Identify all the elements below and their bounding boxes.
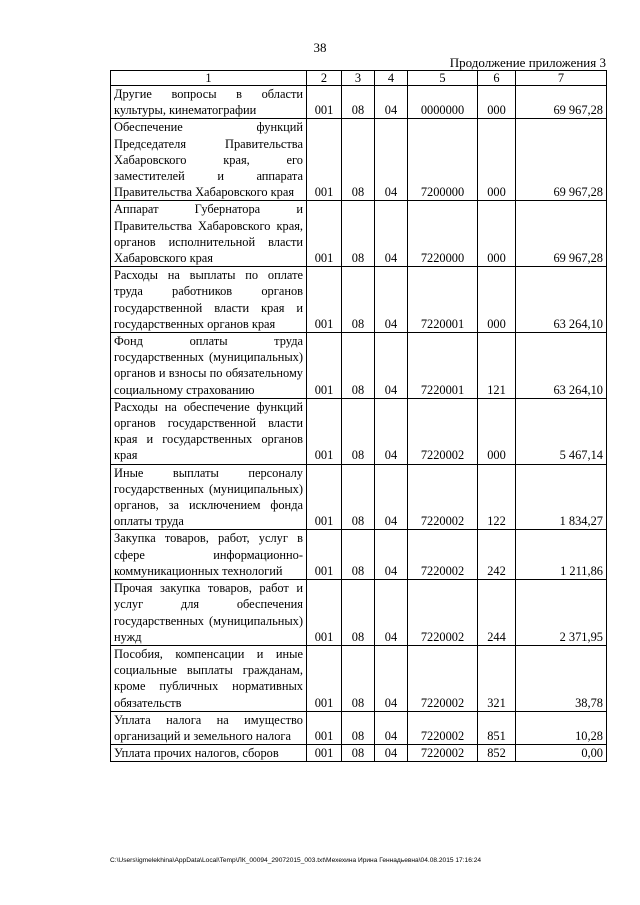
table-row: [111, 645, 607, 711]
section-code-cell: 08: [342, 333, 375, 399]
budget-table: [110, 70, 607, 762]
row-name-cell: Расходы на обеспечение функций органов государственной власти края и государственных органов края: [111, 398, 307, 464]
section-code-cell: 08: [342, 645, 375, 711]
section-code-cell: 08: [342, 267, 375, 333]
table-row: [111, 745, 607, 762]
subsection-code-cell: 04: [375, 333, 408, 399]
subsection-code-cell: 04: [375, 580, 408, 646]
subsection-code-cell: 04: [375, 398, 408, 464]
amount-cell: 69 967,28: [516, 201, 607, 267]
expense-type-cell: 242: [478, 530, 516, 580]
expense-type-cell: 852: [478, 745, 516, 762]
file-path-footer: C:\Users\igmelekhina\AppData\Local\Temp\ЛК_00094_29072015_003.txt\Мехехина Ирина Геннадьевна\04.08.2015 17:16:24: [110, 857, 482, 864]
subsection-code-cell: 04: [375, 645, 408, 711]
expense-type-cell: 000: [478, 398, 516, 464]
target-article-cell: 7220002: [408, 711, 478, 744]
amount-cell: 38,78: [516, 645, 607, 711]
row-name-cell: Уплата налога на имущество организаций и земельного налога: [111, 711, 307, 744]
amount-cell: 1 211,86: [516, 530, 607, 580]
expense-type-cell: 000: [478, 86, 516, 119]
expense-type-cell: 121: [478, 333, 516, 399]
target-article-cell: 7220002: [408, 464, 478, 530]
amount-cell: 5 467,14: [516, 398, 607, 464]
expense-type-cell: 000: [478, 119, 516, 201]
table-row: [111, 333, 607, 399]
section-code-cell: 08: [342, 119, 375, 201]
expense-type-cell: 000: [478, 201, 516, 267]
row-name-cell: Обеспечение функций Председателя Правительства Хабаровского края, его заместителей и аппарата Правительства Хабаровского края: [111, 119, 307, 201]
expense-type-cell: 122: [478, 464, 516, 530]
row-name-cell: Прочая закупка товаров, работ и услуг для обеспечения государственных (муниципальных) нужд: [111, 580, 307, 646]
row-name-cell: Фонд оплаты труда государственных (муниципальных) органов и взносы по обязательному социальному страхованию: [111, 333, 307, 399]
grbs-code-cell: 001: [307, 530, 342, 580]
target-article-cell: 0000000: [408, 86, 478, 119]
header-cell: 5: [408, 71, 478, 86]
subsection-code-cell: 04: [375, 267, 408, 333]
target-article-cell: 7220002: [408, 645, 478, 711]
section-code-cell: 08: [342, 580, 375, 646]
grbs-code-cell: 001: [307, 267, 342, 333]
grbs-code-cell: 001: [307, 398, 342, 464]
table-row: [111, 464, 607, 530]
grbs-code-cell: 001: [307, 333, 342, 399]
section-code-cell: 08: [342, 86, 375, 119]
table-row: [111, 201, 607, 267]
section-code-cell: 08: [342, 745, 375, 762]
budget-table-body: [111, 71, 607, 762]
grbs-code-cell: 001: [307, 711, 342, 744]
header-cell: 6: [478, 71, 516, 86]
section-code-cell: 08: [342, 464, 375, 530]
subsection-code-cell: 04: [375, 530, 408, 580]
amount-cell: 1 834,27: [516, 464, 607, 530]
grbs-code-cell: 001: [307, 745, 342, 762]
subsection-code-cell: 04: [375, 119, 408, 201]
amount-cell: 63 264,10: [516, 333, 607, 399]
subsection-code-cell: 04: [375, 464, 408, 530]
target-article-cell: 7220002: [408, 530, 478, 580]
grbs-code-cell: 001: [307, 645, 342, 711]
row-name-cell: Аппарат Губернатора и Правительства Хабаровского края, органов исполнительной власти Хабаровского края: [111, 201, 307, 267]
subsection-code-cell: 04: [375, 711, 408, 744]
table-row: [111, 86, 607, 119]
target-article-cell: 7220001: [408, 333, 478, 399]
row-name-cell: Закупка товаров, работ, услуг в сфере информационно-коммуникационных технологий: [111, 530, 307, 580]
amount-cell: 2 371,95: [516, 580, 607, 646]
target-article-cell: 7200000: [408, 119, 478, 201]
page-number: 38: [313, 40, 327, 55]
appendix-continuation-label: Продолжение приложения 3: [449, 55, 606, 70]
row-name-cell: Уплата прочих налогов, сборов: [111, 745, 307, 762]
table-row: [111, 530, 607, 580]
section-code-cell: 08: [342, 711, 375, 744]
target-article-cell: 7220002: [408, 580, 478, 646]
subsection-code-cell: 04: [375, 86, 408, 119]
amount-cell: 0,00: [516, 745, 607, 762]
table-header-row: [111, 71, 607, 86]
section-code-cell: 08: [342, 201, 375, 267]
grbs-code-cell: 001: [307, 119, 342, 201]
table-row: [111, 711, 607, 744]
header-cell: 7: [516, 71, 607, 86]
target-article-cell: 7220002: [408, 398, 478, 464]
target-article-cell: 7220002: [408, 745, 478, 762]
grbs-code-cell: 001: [307, 580, 342, 646]
table-row: [111, 580, 607, 646]
table-row: [111, 267, 607, 333]
section-code-cell: 08: [342, 530, 375, 580]
expense-type-cell: 000: [478, 267, 516, 333]
grbs-code-cell: 001: [307, 201, 342, 267]
amount-cell: 69 967,28: [516, 86, 607, 119]
subsection-code-cell: 04: [375, 745, 408, 762]
row-name-cell: Расходы на выплаты по оплате труда работников органов государственной власти края и государственных органов края: [111, 267, 307, 333]
section-code-cell: 08: [342, 398, 375, 464]
grbs-code-cell: 001: [307, 464, 342, 530]
amount-cell: 63 264,10: [516, 267, 607, 333]
grbs-code-cell: 001: [307, 86, 342, 119]
header-cell: 2: [307, 71, 342, 86]
amount-cell: 10,28: [516, 711, 607, 744]
header-cell: 3: [342, 71, 375, 86]
expense-type-cell: 244: [478, 580, 516, 646]
table-row: [111, 119, 607, 201]
table-row: [111, 398, 607, 464]
row-name-cell: Иные выплаты персоналу государственных (муниципальных) органов, за исключением фонда оплаты труда: [111, 464, 307, 530]
row-name-cell: Пособия, компенсации и иные социальные выплаты гражданам, кроме публичных нормативных обязательств: [111, 645, 307, 711]
target-article-cell: 7220000: [408, 201, 478, 267]
target-article-cell: 7220001: [408, 267, 478, 333]
expense-type-cell: 851: [478, 711, 516, 744]
expense-type-cell: 321: [478, 645, 516, 711]
amount-cell: 69 967,28: [516, 119, 607, 201]
header-cell: 4: [375, 71, 408, 86]
header-cell: 1: [111, 71, 307, 86]
subsection-code-cell: 04: [375, 201, 408, 267]
row-name-cell: Другие вопросы в области культуры, кинематографии: [111, 86, 307, 119]
